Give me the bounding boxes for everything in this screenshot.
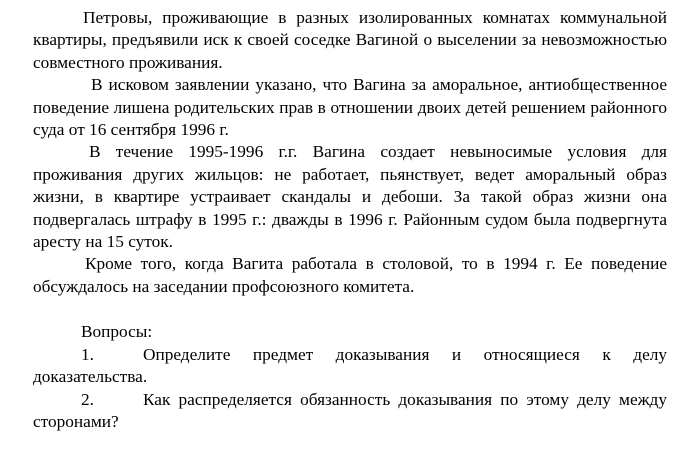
paragraph-spacer [33, 298, 667, 321]
question-text: Определите предмет доказывания и относящиеся к делу доказательства. [33, 344, 667, 387]
questions-heading: Вопросы: [81, 322, 153, 342]
question-item-2 [33, 389, 667, 434]
question-text: Как распределяется обязанность доказывания по этому делу между сторонами? [33, 389, 667, 431]
paragraph-4: Кроме того, когда Вагита работала в столовой, то в 1994 г. Ее поведение обсуждалось на заседании профсоюзного комитета. [33, 254, 667, 296]
paragraph-3: В течение 1995-1996 г.г. Вагина создает невыносимые условия для проживания других жильцов: не работает, пьянствует, ведет аморальный образ жизни, в квартире устраивает скандалы и дебоши. За такой образ жизни она подвергалась штрафу в 1995 г.: дважды в 1996 г. Районным судом была подвергнута аресту на 15 суток. [33, 142, 667, 252]
question-number: 2. [81, 389, 94, 409]
question-number: 1. [81, 344, 94, 364]
paragraph-2: В исковом заявлении указано, что Вагина за аморальное, антиобщественное поведение лишена родительских прав в отношении двоих детей решением районного суда от 16 сентября 1996 г. [33, 75, 667, 140]
paragraph-1: Петровы, проживающие в разных изолированных комнатах коммунальной квартиры, предъявили иск к своей соседке Вагиной о выселении за невозможностью совместного проживания. [33, 8, 667, 72]
question-item-1 [33, 344, 667, 389]
